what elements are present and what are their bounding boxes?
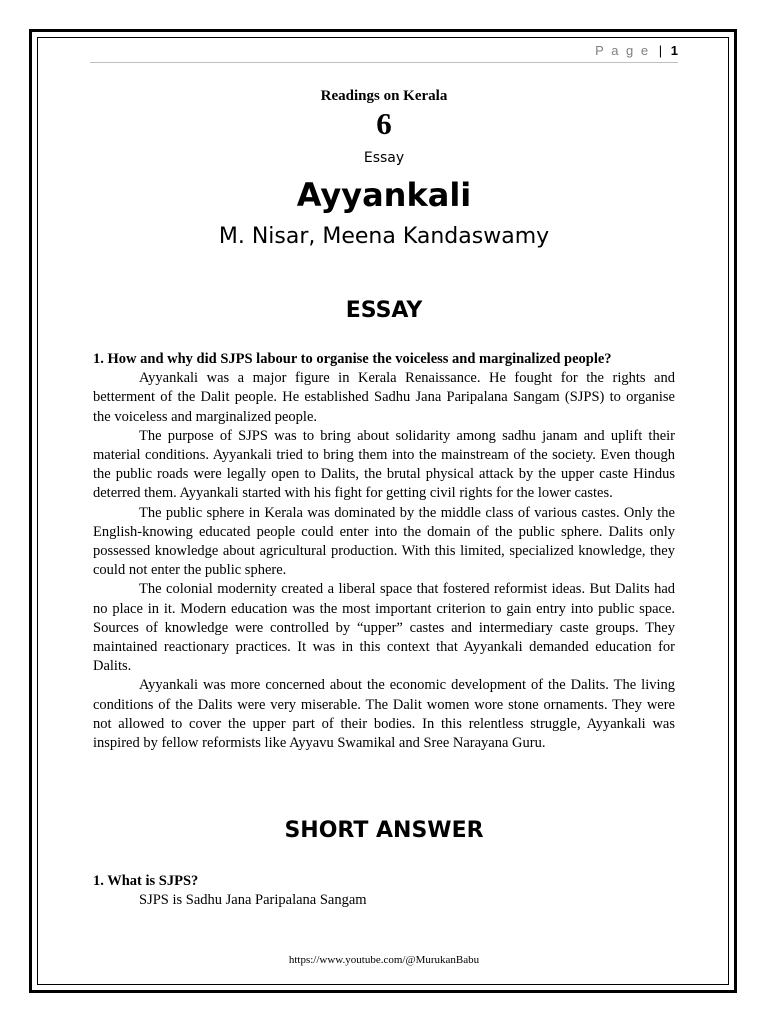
essay-question: 1. How and why did SJPS labour to organise the voiceless and marginalized people?: [93, 351, 612, 367]
essay-paragraph: The public sphere in Kerala was dominated by the middle class of various castes. Only the English-knowing educated people could enter into the domain of the public sphere. Dalits only possessed knowledge about agricultural production. With this limited, specialized knowledge, they could not enter the public sphere.: [93, 504, 675, 579]
short-question: 1. What is SJPS?: [93, 873, 199, 889]
page-number: 1: [670, 43, 678, 58]
essay-paragraph: The purpose of SJPS was to bring about solidarity among sadhu janam and uplift their material conditions. Ayyankali tried to bring them into the mainstream of the society. Even though the public roads were legally open to Dalits, the brutal physical attack by the upper caste Hindus deterred them. Ayyankali started with his fight for getting civil rights for the lower castes.: [93, 427, 675, 502]
page-label: P a g e: [595, 43, 651, 58]
header-rule: [90, 62, 678, 63]
page-title: Ayyankali: [296, 176, 472, 214]
short-answer-body: [93, 872, 675, 910]
short-answer-heading: SHORT ANSWER: [284, 818, 484, 843]
authors: M. Nisar, Meena Kandaswamy: [218, 224, 550, 249]
document-kind: Essay: [363, 150, 405, 166]
essay-paragraph: Ayyankali was more concerned about the economic development of the Dalits. The living conditions of the Dalits were very miserable. The Dalit women wore stone ornaments. They were not allowed to cover the upper part of their bodies. In this relentless struggle, Ayyankali was inspired by fellow reformists like Ayyavu Swamikal and Sree Narayana Guru.: [93, 677, 675, 752]
essay-paragraph: Ayyankali was a major figure in Kerala Renaissance. He fought for the rights and betterment of the Dalit people. He established Sadhu Jana Paripalana Sangam (SJPS) to organise the voiceless and marginalized people.: [93, 370, 675, 425]
footer-url[interactable]: https://www.youtube.com/@MurukanBabu: [288, 954, 480, 966]
essay-body: [93, 350, 675, 753]
essay-paragraph: The colonial modernity created a liberal space that fostered reformist ideas. But Dalits had no place in it. Modern education was the most important criterion to gain entry into public space. Sources of knowledge were controlled by “upper” castes and intermediary caste groups. They maintained reactionary practices. It was in this context that Ayyankali demanded education for Dalits.: [93, 581, 675, 675]
chapter-number: 6: [376, 106, 392, 141]
short-answer: SJPS is Sadhu Jana Paripalana Sangam: [139, 892, 367, 909]
page-number-header: [595, 43, 678, 58]
series-title: Readings on Kerala: [320, 88, 448, 104]
page-separator: |: [658, 43, 663, 58]
essay-heading: ESSAY: [345, 298, 423, 323]
